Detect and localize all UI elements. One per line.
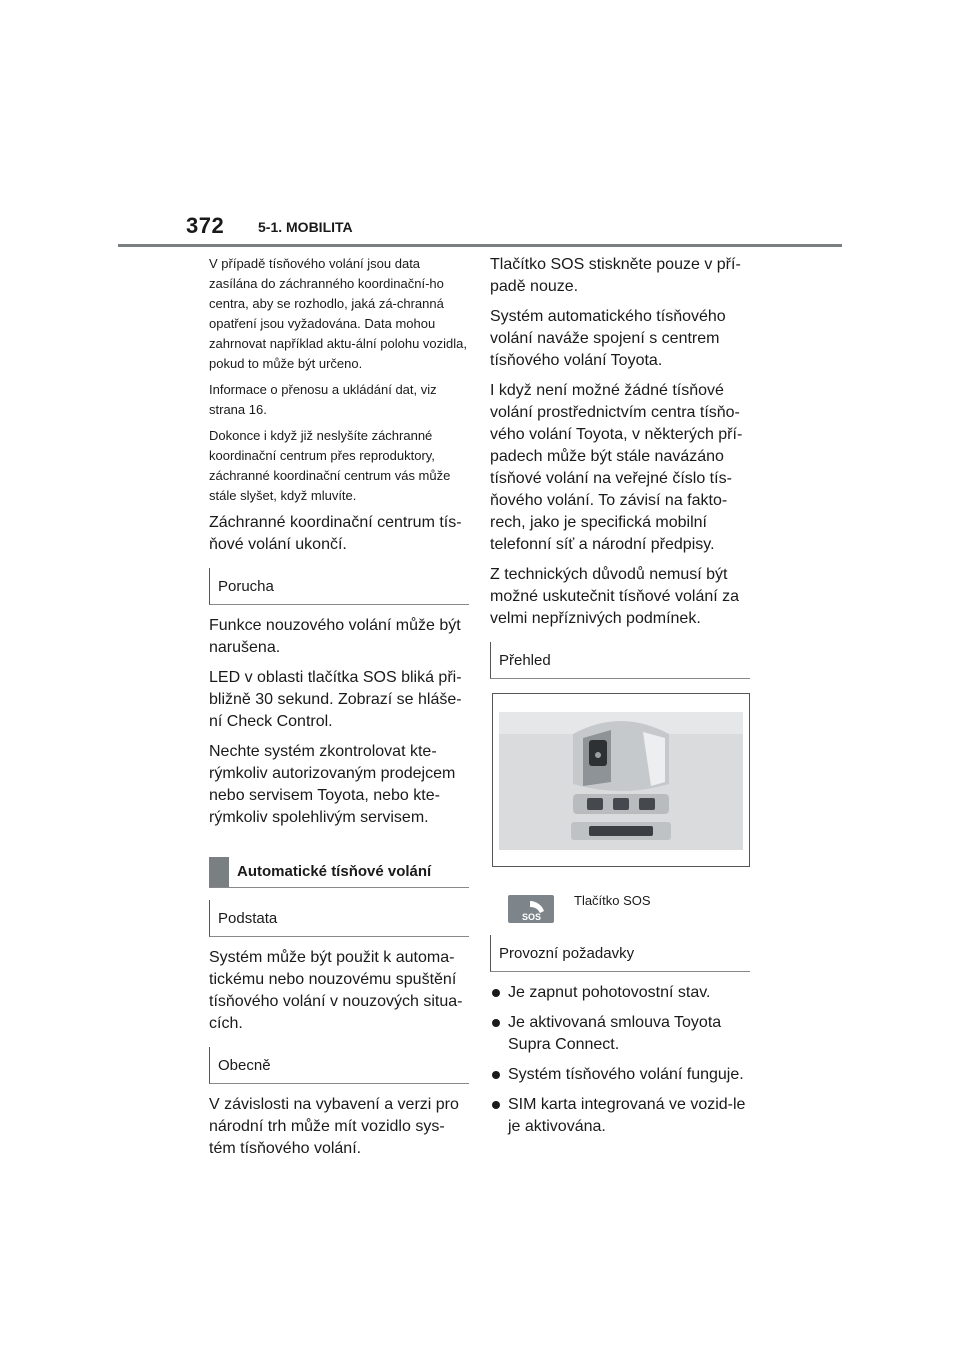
heading-prehled: Přehled [490,642,750,679]
bullet-icon [492,989,500,997]
paragraph: V závislosti na vybavení a verzi pro národní trh může mít vozidlo sys-tém tísňového volání. [209,1096,459,1157]
list-item [490,1064,750,1086]
heading-bar-marker [209,857,229,887]
list-item [490,1094,750,1138]
heading-automatic-call [209,857,469,888]
paragraph: I když není možné žádné tísňové volání prostřednictvím centra tísňo-vého volání Toyota, v některých pří-padech může být stále navázáno tísňové volání na veřejné číslo tís-ňového volání. To závisí na fakto-rech, jako je specifická mobilní telefonní síť a národní předpisy. [490,382,743,553]
paragraph: Nechte systém zkontrolovat kte-rýmkoliv autorizovaným prodejcem nebo servisem Toyota, nebo kte-rýmkoliv spolehlivým servisem. [209,743,456,826]
paragraph: Informace o přenosu a ukládání dat, viz strana 16. [209,382,437,417]
requirements-list [490,982,750,1138]
list-item-text: Systém tísňového volání funguje. [508,1066,744,1083]
sos-legend [508,895,750,923]
phone-icon [508,895,554,923]
right-column [490,254,750,1146]
paragraph: Tlačítko SOS stiskněte pouze v pří-padě nouze. [490,256,741,295]
bullet-icon [492,1071,500,1079]
page-number: 372 [186,213,225,238]
list-item-text: SIM karta integrovaná ve vozid-le je aktivována. [508,1096,746,1135]
paragraph: Systém může být použit k automa-tickému nebo nouzovému spuštění tísňového volání v nouzových situa-cích. [209,949,463,1032]
paragraph: V případě tísňového volání jsou data zasílána do záchranného koordinační-ho centra, aby se rozhodlo, jaká zá-chranná opatření jsou vyžadována. Data mohou zahrnovat například aktu-ální polohu vozidla, pokud to může být určeno. [209,256,467,371]
paragraph: Z technických důvodů nemusí být možné uskutečnit tísňové volání za velmi nepříznivých podmínek. [490,566,740,627]
sos-caption: Tlačítko SOS [574,893,651,908]
heading-porucha: Porucha [209,568,469,605]
list-item-text: Je aktivovaná smlouva Toyota Supra Connect. [508,1014,722,1053]
overhead-console-image [492,693,750,867]
sos-button-icon [508,895,554,923]
heading-obecne: Obecně [209,1047,469,1084]
overhead-console-illustration [493,694,749,866]
bullet-icon [492,1101,500,1109]
paragraph: Funkce nouzového volání může být narušena. [209,617,461,656]
list-item [490,982,750,1004]
paragraph: Systém automatického tísňového volání naváže spojení s centrem tísňového volání Toyota. [490,308,726,369]
heading-pozadavky: Provozní požadavky [490,935,750,972]
bullet-icon [492,1019,500,1027]
paragraph: LED v oblasti tlačítka SOS bliká při-bližně 30 sekund. Zobrazí se hláše-ní Check Control. [209,669,462,730]
sos-icon-label: SOS [522,912,542,922]
list-item-text: Je zapnut pohotovostní stav. [508,984,711,1001]
heading-podstata: Podstata [209,900,469,937]
list-item [490,1012,750,1056]
paragraph: Dokonce i když již neslyšíte záchranné koordinační centrum přes reproduktory, záchranné koordinační centrum vás může stále slyšet, když mluvíte. [209,428,451,503]
header-rule [118,244,842,247]
left-column [209,254,469,1168]
paragraph: Záchranné koordinační centrum tís-ňové volání ukončí. [209,514,462,553]
section-title: 5-1. MOBILITA [258,219,353,235]
heading-automatic-call-label: Automatické tísňové volání [237,863,432,880]
